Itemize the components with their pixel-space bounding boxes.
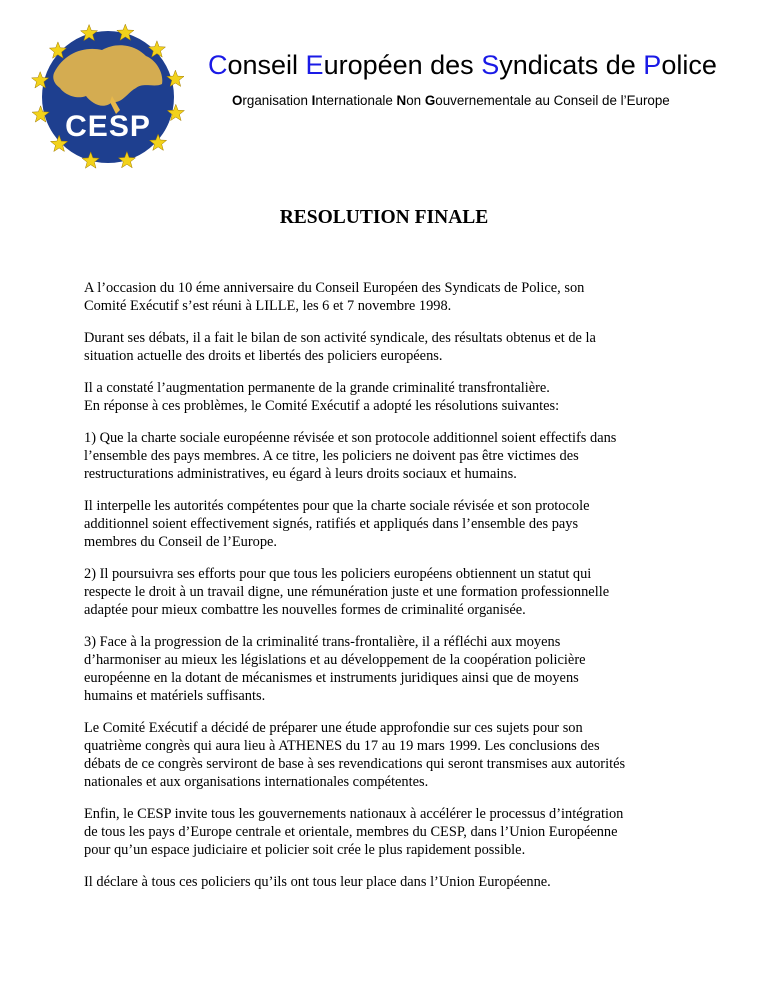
paragraph-line: l’ensemble des pays membres. A ce titre, les policiers ne doivent pas être victimes des [84,448,579,464]
cesp-logo [24,18,192,176]
paragraph-line: débats de ce congrès serviront de base à ses revendications qui seront transmises aux autorités [84,756,626,772]
title-word-rest: olice [661,50,717,80]
title-initial: E [305,50,324,80]
subtitle-initial: I [311,93,316,108]
paragraph-line: 3) Face à la progression de la criminalité trans-frontalière, il a réfléchi aux moyens [84,634,561,650]
paragraph-line: membres du Conseil de l’Europe. [84,534,278,550]
paragraph-line: En réponse à ces problèmes, le Comité Exécutif a adopté les résolutions suivantes: [84,398,560,414]
paragraph-line: situation actuelle des droits et libertés des policiers européens. [84,348,443,364]
paragraph [84,633,704,705]
title-initial: P [643,50,662,80]
paragraph-line: Comité Exécutif s’est réuni à LILLE, les 6 et 7 novembre 1998. [84,298,452,314]
paragraph-line: Il déclare à tous ces policiers qu’ils ont tous leur place dans l’Union Européenne. [84,874,551,890]
paragraph [84,279,704,315]
organization-title [208,50,717,81]
paragraph-line: Il a constaté l’augmentation permanente de la grande criminalité transfrontalière. [84,380,550,396]
paragraph-line: de tous les pays d’Europe centrale et orientale, membres du CESP, dans l’Union Européenne [84,824,618,840]
paragraph-line: Il interpelle les autorités compétentes pour que la charte sociale révisée et son protocole [84,498,590,514]
paragraph-line: additionnel soient effectivement signés, ratifiés et appliqués dans l’ensemble des pays [84,516,579,532]
subtitle-word-rest: rganisation [242,93,312,108]
paragraph-line: d’harmoniser au mieux les législations et au développement de la coopération policière [84,652,586,668]
subtitle-initial: G [424,93,436,108]
paragraph-line: pour qu’un espace judiciaire et policier soit crée le plus rapidement possible. [84,842,526,858]
paragraph-line: européenne en la dotant de mécanismes et instruments juridiques ainsi que de moyens [84,670,579,686]
paragraph-line: 1) Que la charte sociale européenne révisée et son protocole additionnel soient effectifs dans [84,430,617,446]
paragraph [84,873,704,891]
paragraph-line: Durant ses débats, il a fait le bilan de son activité syndicale, des résultats obtenus et de la [84,330,596,346]
document-heading: RESOLUTION FINALE [279,207,489,228]
paragraph-line: nationales et aux organisations internationales compétentes. [84,774,429,790]
subtitle-initial: O [232,93,243,108]
paragraph [84,429,704,483]
paragraph-line: humains et matériels suffisants. [84,688,266,704]
paragraph-line: Enfin, le CESP invite tous les gouvernements nationaux à accélérer le processus d’intégration [84,806,624,822]
title-word-rest: onseil [227,50,306,80]
paragraph-line: adaptée pour mieux combattre les nouvelles formes de criminalité organisée. [84,602,526,618]
title-initial: C [208,50,228,80]
title-word-rest: uropéen des [323,50,482,80]
title-word-rest: yndicats de [499,50,644,80]
paragraph [84,379,704,415]
organization-subtitle [232,93,670,108]
paragraph-line: respecte le droit à un travail digne, une rémunération juste et une formation professionnelle [84,584,610,600]
subtitle-word-rest: ouvernementale au Conseil de l’Europe [435,93,670,108]
subtitle-initial: N [396,93,407,108]
document-body [84,279,704,905]
paragraph-line: 2) Il poursuivra ses efforts pour que tous les policiers européens obtiennent un statut qui [84,566,592,582]
paragraph-line: quatrième congrès qui aura lieu à ATHENES du 17 au 19 mars 1999. Les conclusions des [84,738,600,754]
paragraph [84,805,704,859]
paragraph-line: restructurations administratives, eu égard à leurs droits sociaux et humains. [84,466,517,482]
paragraph [84,565,704,619]
logo-text: CESP [65,110,151,143]
paragraph [84,719,704,791]
paragraph [84,329,704,365]
paragraph [84,497,704,551]
subtitle-word-rest: nternationale [315,93,397,108]
title-initial: S [481,50,500,80]
paragraph-line: A l’occasion du 10 éme anniversaire du Conseil Européen des Syndicats de Police, son [84,280,585,296]
subtitle-word-rest: on [406,93,425,108]
paragraph-line: Le Comité Exécutif a décidé de préparer une étude approfondie sur ces sujets pour son [84,720,583,736]
